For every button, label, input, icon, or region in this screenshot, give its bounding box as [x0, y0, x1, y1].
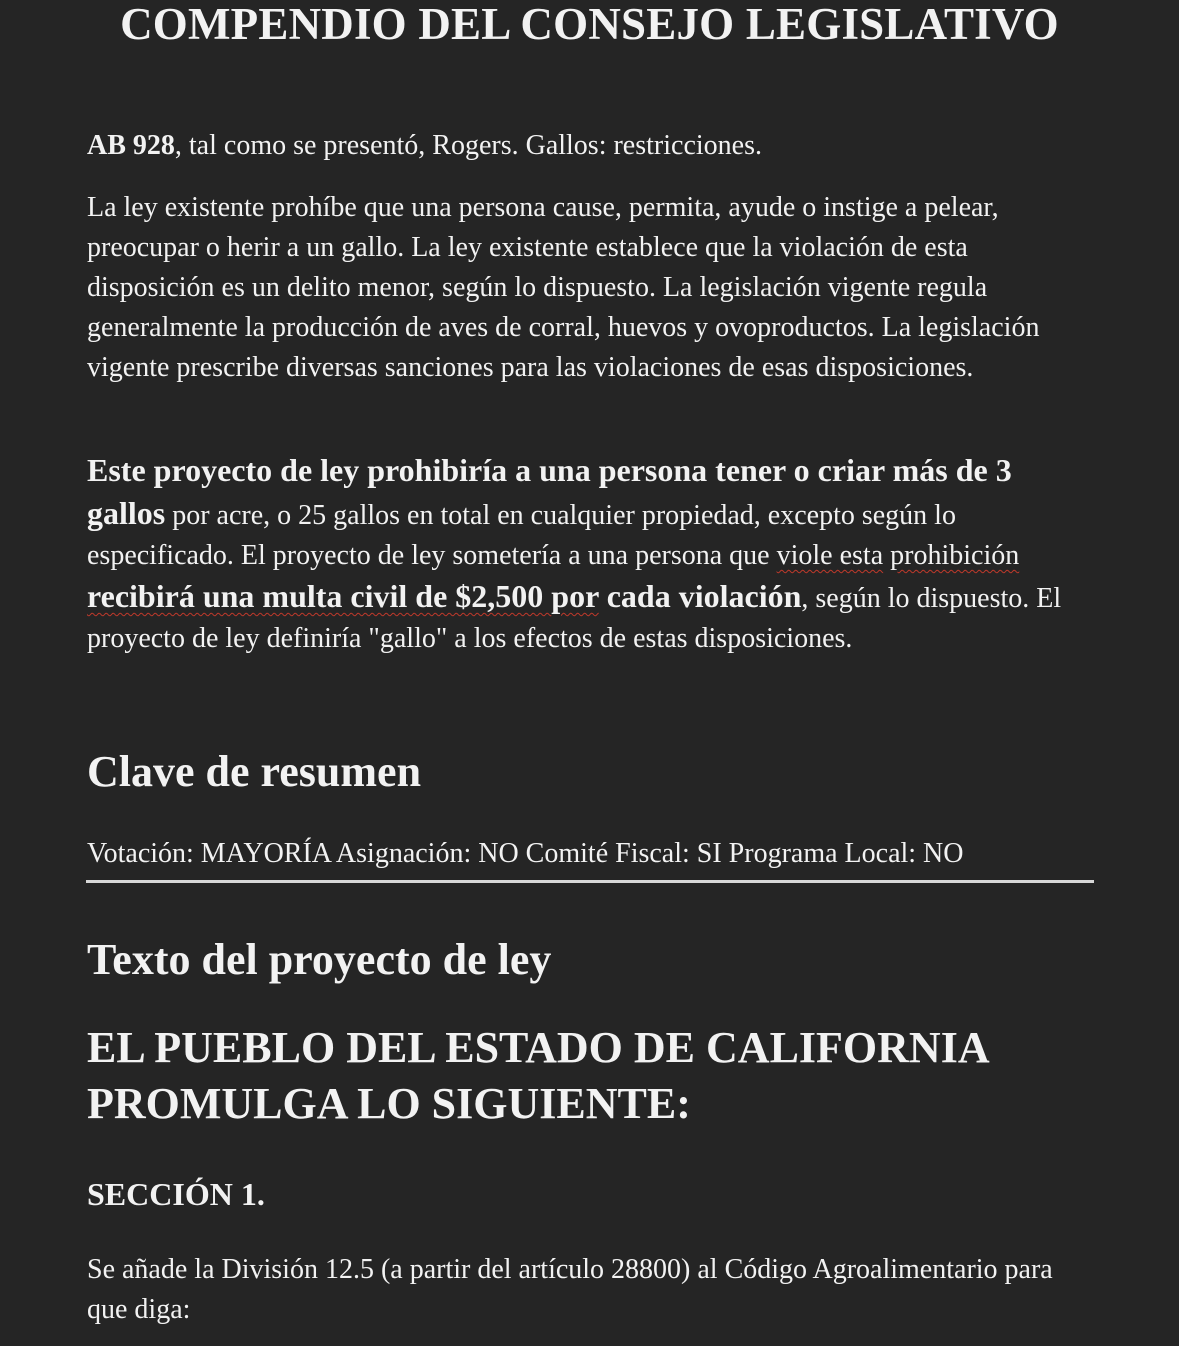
spellcheck-flag-recibira: recibirá una multa civil de $2,500 [87, 578, 552, 614]
bill-number: AB 928 [87, 130, 175, 161]
section-label: SECCIÓN 1. [87, 1176, 265, 1212]
spellcheck-flag-por: por [551, 578, 599, 614]
bill-intro [87, 126, 1097, 166]
spellcheck-flag-viole-esta: viole esta [776, 540, 884, 571]
bill-fine-text: recibirá una multa civil de $2,500 por cada violación [87, 578, 802, 614]
bill-intro-text: , tal como se presentó, Rogers. Gallos: restricciones. [174, 130, 762, 161]
bill-paragraph [87, 450, 1097, 659]
enacting-clause: EL PUEBLO DEL ESTADO DE CALIFORNIA PROMULGA LO SIGUIENTE: [87, 1023, 988, 1128]
section-body: Se añade la División 12.5 (a partir del artículo 28800) al Código Agroalimentario para que diga: [87, 1254, 1053, 1325]
bill-text-2: , según lo dispuesto. El proyecto de ley definiría "gallo" a los efectos de estas disposiciones. [87, 583, 1062, 654]
bill-bold-lead: Este proyecto de ley prohibiría a una persona tener o criar más de 3 gallos [87, 452, 1012, 531]
bill-text-1: por acre, o 25 gallos en total en cualquier propiedad, excepto según lo especificado. El proyecto de ley sometería a una persona que [87, 500, 956, 571]
bill-text-heading: Texto del proyecto de ley [87, 935, 552, 984]
summary-line: Votación: MAYORÍA Asignación: NO Comité Fiscal: SI Programa Local: NO [87, 838, 964, 869]
summary-heading: Clave de resumen [87, 747, 422, 796]
section-divider [86, 880, 1094, 883]
spellcheck-flag-prohibicion: prohibición [890, 540, 1020, 571]
document-title: COMPENDIO DEL CONSEJO LEGISLATIVO [120, 0, 1059, 49]
existing-law-paragraph: La ley existente prohíbe que una persona cause, permita, ayude o instige a pelear, preocupar o herir a un gallo. La ley existente establece que la violación de esta disposición es un delito menor, según lo dispuesto. La legislación vigente regula generalmente la producción de aves de corral, huevos y ovoproductos. La legislación vigente prescribe diversas sanciones para las violaciones de esas disposiciones. [87, 192, 1040, 383]
